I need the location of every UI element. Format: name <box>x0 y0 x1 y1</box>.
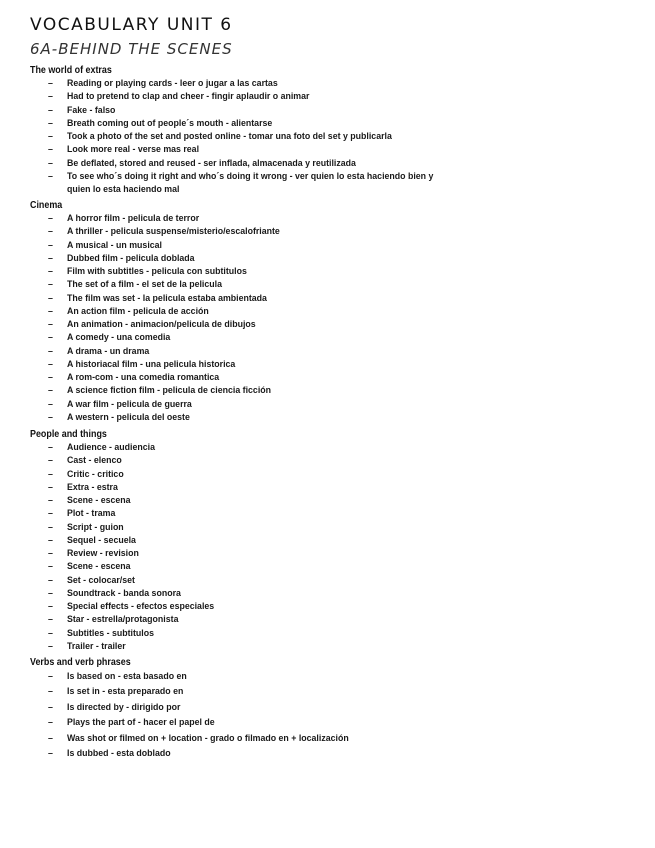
vocabulary-entry: Plot - trama <box>67 508 116 519</box>
list-item <box>30 574 630 587</box>
vocabulary-entry: Film with subtitles - pelicula con subtitulos <box>67 266 247 276</box>
list-item <box>30 117 450 130</box>
vocabulary-list <box>30 77 450 196</box>
dash-bullet-icon: – <box>48 508 53 519</box>
list-item <box>30 90 450 103</box>
list-item <box>30 534 630 547</box>
dash-bullet-icon: – <box>48 442 53 452</box>
section-heading: Cinema <box>30 199 63 211</box>
dash-bullet-icon: – <box>48 372 53 382</box>
vocabulary-entry: A historiacal film - una pelicula historica <box>67 358 236 369</box>
vocabulary-entry: A musical - un musical <box>67 239 163 250</box>
dash-bullet-icon: – <box>48 78 53 88</box>
vocabulary-entry: Took a photo of the set and posted online - tomar una foto del set y publicarla <box>67 131 392 141</box>
vocabulary-entry: Scene - escena <box>67 495 131 505</box>
list-item <box>30 521 630 534</box>
vocabulary-entry: A comedy - una comedia <box>67 332 171 343</box>
list-item <box>30 481 630 494</box>
list-item <box>30 170 450 197</box>
list-item <box>30 700 630 715</box>
dash-bullet-icon: – <box>48 587 53 598</box>
vocabulary-entry: Set - colocar/set <box>67 574 135 585</box>
dash-bullet-icon: – <box>48 640 53 651</box>
vocabulary-entry: An animation - animacion/pelicula de dibujos <box>67 319 256 329</box>
list-item <box>30 398 630 411</box>
vocabulary-entry: Be deflated, stored and reused - ser inflada, almacenada y reutilizada <box>67 157 356 168</box>
dash-bullet-icon: – <box>48 239 53 250</box>
vocabulary-entry: A science fiction film - pelicula de ciencia ficción <box>67 385 272 396</box>
vocabulary-entry: Breath coming out of people´s mouth - alientarse <box>67 117 273 128</box>
list-item <box>30 731 630 746</box>
dash-bullet-icon: – <box>48 358 53 369</box>
dash-bullet-icon: – <box>48 748 53 759</box>
list-item <box>30 560 630 573</box>
dash-bullet-icon: – <box>48 411 53 422</box>
section-people-and-things <box>30 427 630 653</box>
list-item <box>30 77 450 90</box>
dash-bullet-icon: – <box>48 495 53 505</box>
list-item <box>30 640 630 653</box>
vocabulary-entry: Is set in - esta preparado en <box>67 686 184 697</box>
dash-bullet-icon: – <box>48 279 53 290</box>
list-item <box>30 600 630 613</box>
dash-bullet-icon: – <box>48 481 53 492</box>
dash-bullet-icon: – <box>48 521 53 532</box>
vocabulary-entry: A western - pelicula del oeste <box>67 411 190 422</box>
vocabulary-entry: A drama - un drama <box>67 345 150 356</box>
dash-bullet-icon: – <box>48 131 53 141</box>
dash-bullet-icon: – <box>48 292 53 303</box>
list-item <box>30 669 630 684</box>
dash-bullet-icon: – <box>48 117 53 128</box>
dash-bullet-icon: – <box>48 601 53 611</box>
vocabulary-entry: Scene - escena <box>67 561 131 572</box>
list-item <box>30 212 630 225</box>
list-item <box>30 130 450 143</box>
list-item <box>30 547 630 560</box>
section-cinema <box>30 198 630 424</box>
list-item <box>30 157 450 170</box>
vocabulary-entry: Special effects - efectos especiales <box>67 601 215 611</box>
dash-bullet-icon: – <box>48 671 53 681</box>
list-item <box>30 411 630 424</box>
vocabulary-entry: A rom-com - una comedia romantica <box>67 372 220 382</box>
vocabulary-entry: Is directed by - dirigido por <box>67 701 181 712</box>
dash-bullet-icon: – <box>48 91 53 102</box>
dash-bullet-icon: – <box>48 468 53 479</box>
vocabulary-entry: An action film - pelicula de acción <box>67 305 209 316</box>
list-item <box>30 587 630 600</box>
vocabulary-entry: Fake - falso <box>67 104 116 115</box>
list-item <box>30 292 630 305</box>
dash-bullet-icon: – <box>48 398 53 409</box>
list-item <box>30 331 630 344</box>
vocabulary-entry: The set of a film - el set de la pelicula <box>67 279 222 290</box>
dash-bullet-icon: – <box>48 226 53 237</box>
vocabulary-entry: Trailer - trailer <box>67 640 126 651</box>
vocabulary-entry: A thriller - pelicula suspense/misterio/escalofriante <box>67 226 280 237</box>
section-heading: The world of extras <box>30 64 112 76</box>
dash-bullet-icon: – <box>48 732 53 743</box>
vocabulary-list <box>30 212 630 424</box>
list-item <box>30 305 630 318</box>
list-item <box>30 318 630 331</box>
vocabulary-entry: The film was set - la pelicula estaba ambientada <box>67 292 267 303</box>
vocabulary-entry: Review - revision <box>67 548 139 558</box>
document-subtitle: 6A-BEHIND THE SCENES <box>30 40 233 58</box>
list-item <box>30 371 630 384</box>
vocabulary-entry: Soundtrack - banda sonora <box>67 587 181 598</box>
dash-bullet-icon: – <box>48 561 53 572</box>
dash-bullet-icon: – <box>48 548 53 558</box>
dash-bullet-icon: – <box>48 627 53 638</box>
vocabulary-entry: Star - estrella/protagonista <box>67 614 179 625</box>
vocabulary-entry: Had to pretend to clap and cheer - fingir aplaudir o animar <box>67 91 310 102</box>
list-item <box>30 454 630 467</box>
list-item <box>30 345 630 358</box>
vocabulary-entry: Is based on - esta basado en <box>67 671 187 681</box>
vocabulary-entry: Look more real - verse mas real <box>67 144 200 155</box>
vocabulary-entry: Is dubbed - esta doblado <box>67 748 171 759</box>
vocabulary-entry: Subtitles - subtitulos <box>67 627 154 638</box>
vocabulary-entry: Critic - critico <box>67 468 124 479</box>
vocabulary-entry: Reading or playing cards - leer o jugar a las cartas <box>67 78 278 88</box>
list-item <box>30 507 630 520</box>
vocabulary-entry: Dubbed film - pelicula doblada <box>67 252 195 263</box>
dash-bullet-icon: – <box>48 717 53 728</box>
list-item <box>30 627 630 640</box>
dash-bullet-icon: – <box>48 104 53 115</box>
section-heading: People and things <box>30 428 107 440</box>
list-item <box>30 239 630 252</box>
vocabulary-entry: A horror film - pelicula de terror <box>67 213 200 223</box>
list-item <box>30 468 630 481</box>
list-item <box>30 358 630 371</box>
section-verbs <box>30 655 630 761</box>
dash-bullet-icon: – <box>48 319 53 329</box>
list-item <box>30 384 630 397</box>
vocabulary-entry: Audience - audiencia <box>67 442 155 452</box>
dash-bullet-icon: – <box>48 305 53 316</box>
vocabulary-entry: Cast - elenco <box>67 455 122 466</box>
vocabulary-entry: To see who´s doing it right and who´s doing it wrong - ver quien lo esta haciendo bien y quien lo esta haciendo mal <box>67 170 434 194</box>
list-item <box>30 225 630 238</box>
list-item <box>30 746 630 761</box>
list-item <box>30 494 630 507</box>
section-heading: Verbs and verb phrases <box>30 656 131 668</box>
list-item <box>30 278 630 291</box>
list-item <box>30 613 630 626</box>
document-title: VOCABULARY UNIT 6 <box>30 15 233 35</box>
dash-bullet-icon: – <box>48 266 53 276</box>
dash-bullet-icon: – <box>48 157 53 168</box>
dash-bullet-icon: – <box>48 170 53 181</box>
list-item <box>30 252 630 265</box>
list-item <box>30 104 450 117</box>
dash-bullet-icon: – <box>48 144 53 155</box>
dash-bullet-icon: – <box>48 686 53 697</box>
vocabulary-entry: Plays the part of - hacer el papel de <box>67 717 215 728</box>
vocabulary-list <box>30 441 630 653</box>
list-item <box>30 441 630 454</box>
dash-bullet-icon: – <box>48 574 53 585</box>
list-item <box>30 143 450 156</box>
dash-bullet-icon: – <box>48 252 53 263</box>
dash-bullet-icon: – <box>48 213 53 223</box>
list-item <box>30 684 630 699</box>
dash-bullet-icon: – <box>48 455 53 466</box>
dash-bullet-icon: – <box>48 534 53 545</box>
dash-bullet-icon: – <box>48 614 53 625</box>
vocabulary-entry: A war film - pelicula de guerra <box>67 398 192 409</box>
vocabulary-list <box>30 669 630 761</box>
vocabulary-entry: Sequel - secuela <box>67 534 136 545</box>
dash-bullet-icon: – <box>48 345 53 356</box>
list-item <box>30 265 630 278</box>
vocabulary-entry: Extra - estra <box>67 481 118 492</box>
dash-bullet-icon: – <box>48 385 53 396</box>
dash-bullet-icon: – <box>48 701 53 712</box>
vocabulary-entry: Was shot or filmed on + location - grado o filmado en + localización <box>67 732 349 743</box>
dash-bullet-icon: – <box>48 332 53 343</box>
list-item <box>30 715 630 730</box>
vocabulary-entry: Script - guion <box>67 521 124 532</box>
section-world-of-extras <box>30 63 450 196</box>
